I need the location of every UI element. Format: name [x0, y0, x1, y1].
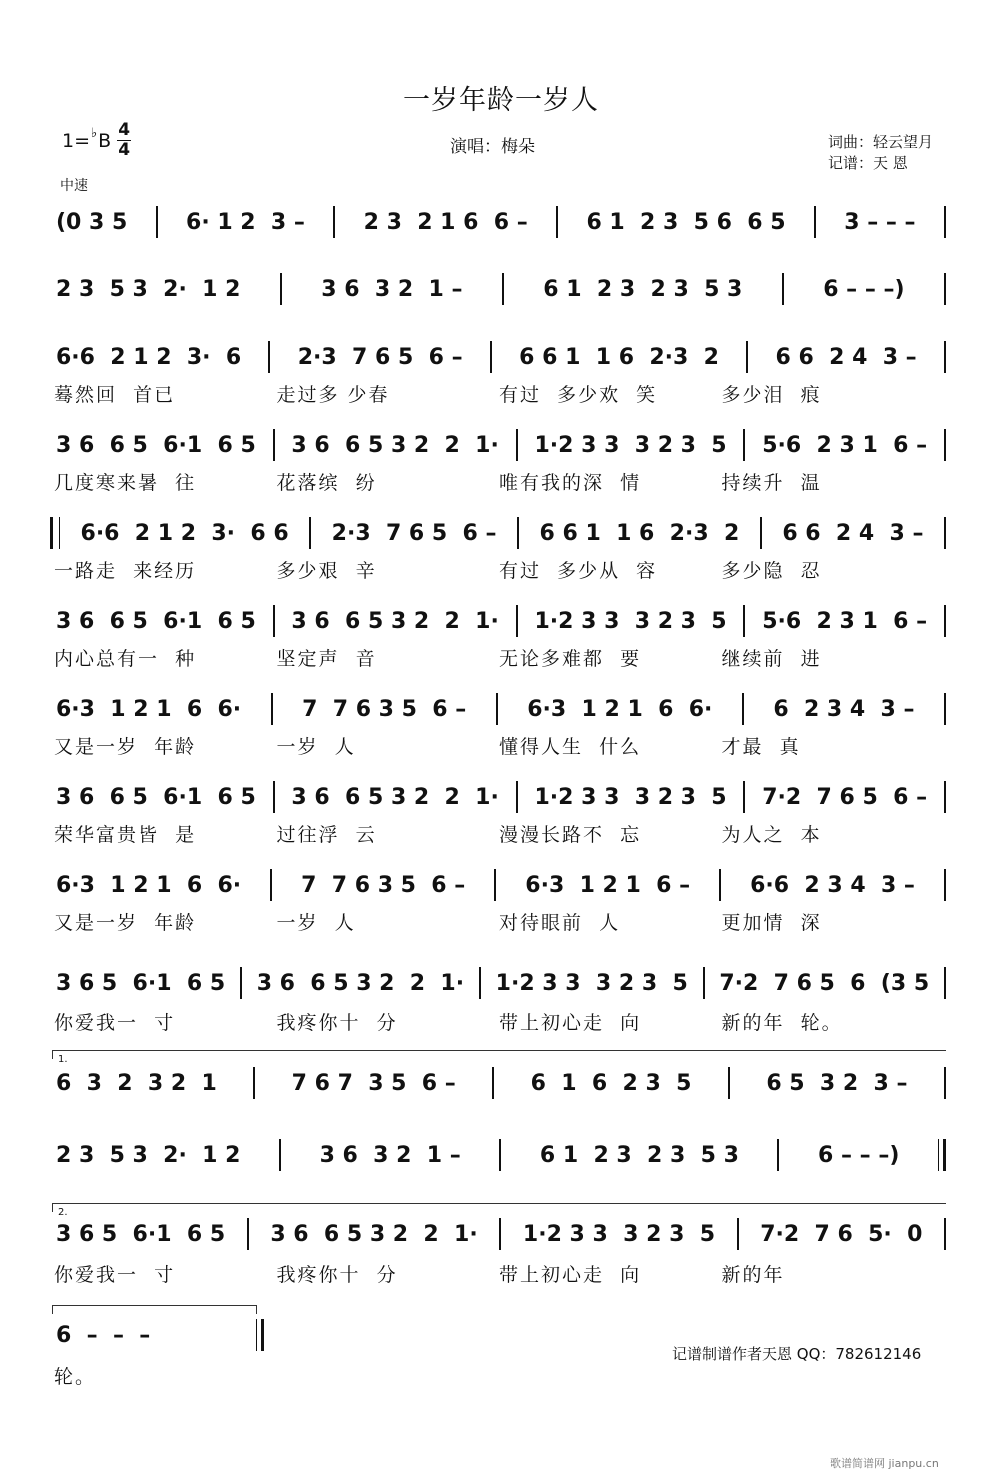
- lyric: 轮。: [54, 1366, 97, 1388]
- lyric: 内心总有一 种: [54, 648, 197, 670]
- measure: 2 3 2 1 6 6 –: [363, 209, 528, 235]
- bar-line: [743, 605, 745, 637]
- measure: 7·2 7 6 5· 0: [760, 1221, 923, 1247]
- bar-line: [944, 781, 946, 813]
- bar-line: [516, 429, 518, 461]
- bar-line: [556, 206, 558, 238]
- bar-line: [777, 1139, 779, 1171]
- lyric: 多少隐 忍: [721, 560, 822, 582]
- bar-line: [703, 967, 705, 999]
- bar-line: [253, 1067, 255, 1099]
- key-prefix: 1=: [62, 129, 91, 152]
- music-row-2: [50, 272, 946, 306]
- measure: 6 6 1 1 6 2·3 2: [539, 520, 740, 546]
- measure: 1·2 3 3 3 2 3 5: [534, 784, 727, 810]
- bar-line: [499, 1218, 501, 1250]
- bar-line: [760, 517, 762, 549]
- key-signature: [62, 122, 131, 159]
- measure: 7 7 6 3 5 6 –: [301, 872, 466, 898]
- bar-line: [270, 869, 272, 901]
- measure: 1·2 3 3 3 2 3 5: [522, 1221, 716, 1247]
- bar-line: [271, 693, 273, 725]
- music-row-11: [50, 1066, 946, 1100]
- lyrics-row-8: [54, 820, 944, 846]
- measure: 6·6 2 3 4 3 –: [750, 872, 915, 898]
- credits: [828, 132, 933, 174]
- bar-line: [247, 1218, 249, 1250]
- bar-line: [268, 341, 270, 373]
- bar-line: [737, 1218, 739, 1250]
- bar-line: [944, 1218, 946, 1250]
- measure: 6·6 2 1 2 3· 6 6: [80, 520, 289, 546]
- music-row-4: [50, 428, 946, 462]
- repeat-start-barline: [50, 517, 60, 549]
- first-ending-bracket: [52, 1050, 946, 1059]
- song-title: 一岁年龄一岁人: [403, 85, 599, 116]
- measure: 3 6 6 5 3 2 2 1·: [291, 432, 499, 458]
- measure: 1·2 3 3 3 2 3 5: [534, 432, 727, 458]
- site-watermark: 歌谱简谱网 jianpu.cn: [830, 1457, 939, 1470]
- measure: 6 5 3 2 3 –: [766, 1070, 908, 1096]
- measure: 7 7 6 3 5 6 –: [302, 696, 467, 722]
- measure: 7 6 7 3 5 6 –: [291, 1070, 456, 1096]
- lyric: 我疼你十 分: [276, 1264, 398, 1286]
- measure: 6·3 1 2 1 6 6·: [527, 696, 713, 722]
- measure: 3 6 6 5 6·1 6 5: [56, 784, 256, 810]
- bar-line: [814, 206, 816, 238]
- repeat-end-barline: [938, 1139, 946, 1171]
- measure: 6 1 2 3 2 3 5 3: [543, 276, 743, 302]
- lyric: 荣华富贵皆 是: [54, 824, 197, 846]
- measure: 6·3 1 2 1 6 6·: [56, 872, 242, 898]
- lyric: 对待眼前 人: [499, 912, 621, 934]
- lyric: 为人之 本: [721, 824, 822, 846]
- lyrics-row-4: [54, 468, 944, 494]
- bar-line: [279, 1139, 281, 1171]
- lyrics-row-14: [54, 1362, 154, 1388]
- lyrics-row-7: [54, 732, 944, 758]
- lyrics-row-13: [54, 1260, 944, 1286]
- bar-line: [496, 693, 498, 725]
- music-row-6: [50, 604, 946, 638]
- lyrics-row-3: [54, 380, 944, 406]
- bar-line: [944, 967, 946, 999]
- second-ending-bracket: [52, 1203, 946, 1212]
- lyrics-row-5: [54, 556, 944, 582]
- lyric: 无论多难都 要: [499, 648, 642, 670]
- time-bottom: 4: [118, 140, 131, 160]
- bar-line: [309, 517, 311, 549]
- lyric: 又是一岁 年龄: [54, 912, 197, 934]
- lyric: 继续前 进: [721, 648, 822, 670]
- lyric: 多少泪 痕: [721, 384, 822, 406]
- bar-line: [273, 429, 275, 461]
- measure: 6·3 1 2 1 6 6·: [56, 696, 242, 722]
- bar-line: [490, 341, 492, 373]
- lyric: 新的年 轮。: [721, 1012, 843, 1034]
- measure: 3 6 6 5 3 2 2 1·: [270, 1221, 478, 1247]
- bar-line: [944, 693, 946, 725]
- measure: 6· 1 2 3 –: [186, 209, 305, 235]
- time-top: 4: [118, 120, 131, 140]
- lyric: 花落缤 纷: [276, 472, 377, 494]
- first-ending-label: 1.: [58, 1054, 68, 1065]
- notation-author-footer: 记谱制谱作者天恩 QQ：782612146: [672, 1345, 922, 1363]
- measure: 6 1 2 3 5 6 6 5: [586, 209, 786, 235]
- music-row-12: [50, 1138, 946, 1172]
- bar-line: [944, 429, 946, 461]
- lyric: 坚定声 音: [276, 648, 377, 670]
- measure: 5·6 2 3 1 6 –: [762, 608, 928, 634]
- lyric: 一岁 人: [276, 912, 356, 934]
- bar-line: [516, 605, 518, 637]
- music-row-10: [50, 966, 946, 1000]
- measure: (0 3 5: [56, 209, 128, 235]
- measure: 6 2 3 4 3 –: [773, 696, 915, 722]
- flat-sign: ♭: [91, 126, 98, 141]
- bar-line: [499, 1139, 501, 1171]
- lyric: 你爱我一 寸: [54, 1264, 176, 1286]
- measure: 5·6 2 3 1 6 –: [762, 432, 928, 458]
- bar-line: [494, 869, 496, 901]
- lyric: 有过 多少从 容: [499, 560, 658, 582]
- lyric: 才最 真: [721, 736, 801, 758]
- lyric: 又是一岁 年龄: [54, 736, 197, 758]
- music-row-14: [50, 1318, 264, 1352]
- lyric: 你爱我一 寸: [54, 1012, 176, 1034]
- bar-line: [944, 1067, 946, 1099]
- lyric: 漫漫长路不 忘: [499, 824, 642, 846]
- bar-line: [502, 273, 504, 305]
- lyric: 蓦然回 首已: [54, 384, 176, 406]
- lyric: 带上初心走 向: [499, 1264, 642, 1286]
- lyric: 一路走 来经历: [54, 560, 197, 582]
- measure: 6 3 2 3 2 1: [56, 1070, 217, 1096]
- time-signature: [117, 122, 131, 159]
- measure: 3 6 5 6·1 6 5: [56, 970, 226, 996]
- lyric: 一岁 人: [276, 736, 356, 758]
- measure: 3 6 6 5 6·1 6 5: [56, 608, 256, 634]
- tempo-marking: 中速: [60, 178, 88, 194]
- bar-line: [743, 429, 745, 461]
- lyrics-row-9: [54, 908, 944, 934]
- measure: 3 6 3 2 1 –: [319, 1142, 461, 1168]
- lyric: 几度寒来暑 往: [54, 472, 197, 494]
- bar-line: [719, 869, 721, 901]
- measure: 2·3 7 6 5 6 –: [297, 344, 463, 370]
- bar-line: [743, 781, 745, 813]
- measure: 7·2 7 6 5 6 (3 5: [719, 970, 930, 996]
- bar-line: [517, 517, 519, 549]
- lyric: 带上初心走 向: [499, 1012, 642, 1034]
- final-bracket: [52, 1305, 257, 1314]
- bar-line: [944, 341, 946, 373]
- lyric: 新的年: [721, 1264, 785, 1286]
- measure: 2·3 7 6 5 6 –: [331, 520, 497, 546]
- measure: 6 1 2 3 2 3 5 3: [539, 1142, 739, 1168]
- measure: 6 – – –: [56, 1322, 151, 1348]
- singer-credit: 演唱：梅朵: [450, 137, 535, 157]
- measure: 2 3 5 3 2· 1 2: [56, 276, 241, 302]
- measure: 6 6 2 4 3 –: [782, 520, 924, 546]
- bar-line: [944, 517, 946, 549]
- lyric: 过往浮 云: [276, 824, 377, 846]
- measure: 6·6 2 1 2 3· 6: [56, 344, 242, 370]
- measure: 6 6 2 4 3 –: [775, 344, 917, 370]
- measure: 3 6 6 5 3 2 2 1·: [291, 608, 499, 634]
- lyric: 有过 多少欢 笑: [499, 384, 658, 406]
- music-row-13: [50, 1217, 946, 1251]
- music-row-3: [50, 340, 946, 374]
- measure: 3 6 3 2 1 –: [321, 276, 463, 302]
- measure: 6 – – –): [818, 1142, 900, 1168]
- bar-line: [728, 1067, 730, 1099]
- lyrics-row-6: [54, 644, 944, 670]
- bar-line: [280, 273, 282, 305]
- music-row-1: [50, 205, 946, 239]
- second-ending-label: 2.: [58, 1207, 68, 1218]
- measure: 1·2 3 3 3 2 3 5: [534, 608, 727, 634]
- measure: 6 1 6 2 3 5: [530, 1070, 692, 1096]
- bar-line: [273, 605, 275, 637]
- bar-line: [273, 781, 275, 813]
- music-row-9: [50, 868, 946, 902]
- lyric: 我疼你十 分: [276, 1012, 398, 1034]
- measure: 6·3 1 2 1 6 –: [525, 872, 691, 898]
- measure: 6 – – –): [823, 276, 905, 302]
- measure: 3 6 6 5 3 2 2 1·: [256, 970, 465, 996]
- measure: 1·2 3 3 3 2 3 5: [495, 970, 688, 996]
- bar-line: [516, 781, 518, 813]
- bar-line: [944, 869, 946, 901]
- lyrics-music-credit: 词曲：轻云望月: [828, 133, 934, 151]
- bar-line: [240, 967, 242, 999]
- key-note: B: [98, 129, 112, 152]
- lyric: 多少艰 辛: [276, 560, 377, 582]
- music-row-7: [50, 692, 946, 726]
- lyric: 走过多 少春: [276, 384, 390, 406]
- measure: 3 6 5 6·1 6 5: [56, 1221, 226, 1247]
- final-barline: [256, 1319, 264, 1351]
- measure: 3 6 6 5 6·1 6 5: [56, 432, 256, 458]
- music-row-5: [50, 516, 946, 550]
- lyric: 懂得人生 什么: [499, 736, 642, 758]
- bar-line: [492, 1067, 494, 1099]
- notation-credit: 记谱：天 恩: [828, 154, 908, 172]
- bar-line: [479, 967, 481, 999]
- bar-line: [333, 206, 335, 238]
- bar-line: [746, 341, 748, 373]
- measure: 2 3 5 3 2· 1 2: [56, 1142, 241, 1168]
- bar-line: [782, 273, 784, 305]
- bar-line: [944, 273, 946, 305]
- lyric: 更加情 深: [721, 912, 822, 934]
- lyric: 唯有我的深 情: [499, 472, 642, 494]
- bar-line: [944, 605, 946, 637]
- bar-line: [742, 693, 744, 725]
- music-row-8: [50, 780, 946, 814]
- bar-line: [944, 206, 946, 238]
- measure: 6 6 1 1 6 2·3 2: [519, 344, 719, 370]
- measure: 3 6 6 5 3 2 2 1·: [291, 784, 499, 810]
- bar-line: [156, 206, 158, 238]
- measure: 3 – – –: [844, 209, 916, 235]
- lyrics-row-10: [54, 1008, 944, 1034]
- measure: 7·2 7 6 5 6 –: [762, 784, 928, 810]
- lyric: 持续升 温: [721, 472, 822, 494]
